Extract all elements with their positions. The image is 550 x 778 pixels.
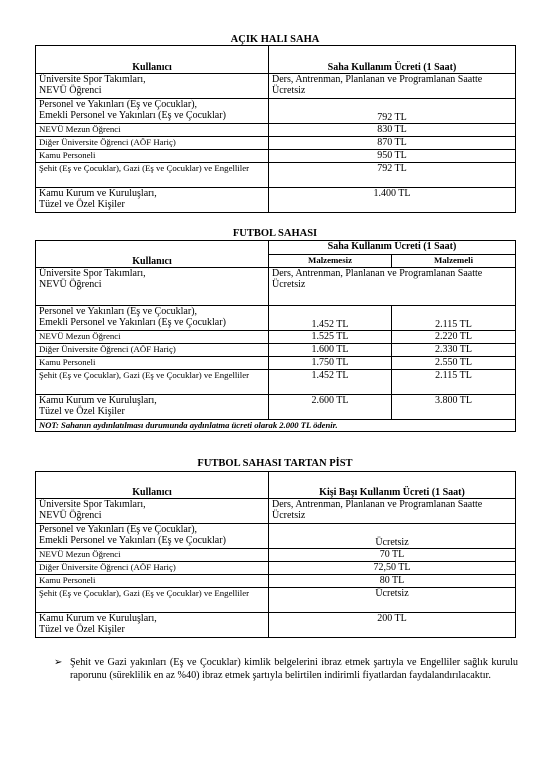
tartan-pist-table <box>35 471 516 638</box>
table-row <box>36 499 516 524</box>
user-cell: Personel ve Yakınları (Eş ve Çocuklar), Emekli Personel ve Yakınları (Eş ve Çocuklar) <box>36 306 269 331</box>
column-header-user: Kullanıcı <box>36 46 269 74</box>
user-cell: Kamu Kurum ve Kuruluşları, Tüzel ve Özel Kişiler <box>36 188 269 213</box>
column-header-user: Kullanıcı <box>36 472 269 499</box>
futbol-sahasi-table <box>35 240 516 432</box>
price-cell: 870 TL <box>269 137 516 150</box>
price-cell: 2.330 TL <box>392 344 516 357</box>
user-cell: Şehit (Eş ve Çocuklar), Gazi (Eş ve Çocuklar) ve Engelliler <box>36 370 269 395</box>
table-row <box>36 306 516 331</box>
user-cell: Şehit (Eş ve Çocuklar), Gazi (Eş ve Çocuklar) ve Engelliler <box>36 163 269 188</box>
price-cell: 80 TL <box>269 575 516 588</box>
column-header-without-equipment: Malzemesiz <box>269 255 392 268</box>
user-cell: Kamu Personeli <box>36 357 269 370</box>
price-cell: 2.550 TL <box>392 357 516 370</box>
column-header-user: Kullanıcı <box>36 241 269 268</box>
price-cell: 2.115 TL <box>392 370 516 395</box>
table-header-row <box>36 472 516 499</box>
table-row <box>36 150 516 163</box>
user-cell: NEVÜ Mezun Öğrenci <box>36 331 269 344</box>
user-cell: Personel ve Yakınları (Eş ve Çocuklar), Emekli Personel ve Yakınları (Eş ve Çocuklar) <box>36 99 269 124</box>
table-row <box>36 562 516 575</box>
price-cell: 70 TL <box>269 549 516 562</box>
table-header-row <box>36 241 516 255</box>
price-cell: 1.452 TL <box>269 306 392 331</box>
price-cell: 950 TL <box>269 150 516 163</box>
price-cell: Ders, Antrenman, Planlanan ve Programlanan Saatte Ücretsiz <box>269 74 516 99</box>
discount-note-text: Şehit ve Gazi yakınları (Eş ve Çocuklar) kimlik belgelerini ibraz etmek şartıyla ve Engelliler sağlık kurulu raporunu (süreklilik en az %40) ibraz etmek şartıyla belirtilen indirimli fiyatlardan faydalandırılacaktır. <box>70 657 518 681</box>
user-cell: Üniversite Spor Takımları, NEVÜ Öğrenci <box>36 74 269 99</box>
table-row <box>36 575 516 588</box>
user-cell: Kamu Personeli <box>36 150 269 163</box>
price-cell: 830 TL <box>269 124 516 137</box>
user-cell: Kamu Personeli <box>36 575 269 588</box>
column-header-fee: Saha Kullanım Ücreti (1 Saat) <box>269 46 516 74</box>
table-row <box>36 137 516 150</box>
column-header-with-equipment: Malzemeli <box>392 255 516 268</box>
price-cell: 200 TL <box>269 613 516 638</box>
column-header-fee: Saha Kullanım Ücreti (1 Saat) <box>269 241 516 255</box>
table-row <box>36 370 516 395</box>
price-cell: Ücretsiz <box>269 588 516 613</box>
price-cell: Ücretsiz <box>269 524 516 549</box>
table-row <box>36 163 516 188</box>
table-row <box>36 524 516 549</box>
table-row <box>36 549 516 562</box>
user-cell: Üniversite Spor Takımları, NEVÜ Öğrenci <box>36 499 269 524</box>
table-row <box>36 99 516 124</box>
user-cell: Diğer Üniversite Öğrenci (AÖF Hariç) <box>36 562 269 575</box>
section-title-futbol-sahasi: FUTBOL SAHASI <box>232 228 318 239</box>
discount-note <box>54 656 518 682</box>
price-cell: 1.400 TL <box>269 188 516 213</box>
user-cell: Kamu Kurum ve Kuruluşları, Tüzel ve Özel Kişiler <box>36 395 269 420</box>
arrow-bullet-icon: ➢ <box>54 657 63 668</box>
user-cell: Üniversite Spor Takımları, NEVÜ Öğrenci <box>36 268 269 306</box>
price-cell: 1.750 TL <box>269 357 392 370</box>
price-cell: 2.115 TL <box>392 306 516 331</box>
table-row <box>36 124 516 137</box>
table-row <box>36 331 516 344</box>
price-cell: Ders, Antrenman, Planlanan ve Programlanan Saatte Ücretsiz <box>269 499 516 524</box>
user-cell: NEVÜ Mezun Öğrenci <box>36 549 269 562</box>
price-cell: 2.220 TL <box>392 331 516 344</box>
table-row <box>36 344 516 357</box>
table-row <box>36 395 516 420</box>
table-header-row <box>36 46 516 74</box>
user-cell: Diğer Üniversite Öğrenci (AÖF Hariç) <box>36 344 269 357</box>
user-cell: NEVÜ Mezun Öğrenci <box>36 124 269 137</box>
price-cell: 1.452 TL <box>269 370 392 395</box>
price-cell: 792 TL <box>269 163 516 188</box>
table-row <box>36 74 516 99</box>
user-cell: Kamu Kurum ve Kuruluşları, Tüzel ve Özel Kişiler <box>36 613 269 638</box>
price-cell: 1.600 TL <box>269 344 392 357</box>
section-title-tartan-pist: FUTBOL SAHASI TARTAN PİST <box>197 458 353 469</box>
table-row <box>36 357 516 370</box>
user-cell: Şehit (Eş ve Çocuklar), Gazi (Eş ve Çocuklar) ve Engelliler <box>36 588 269 613</box>
note-row <box>36 420 516 432</box>
price-cell: 792 TL <box>269 99 516 124</box>
lighting-note: NOT: Sahanın aydınlatılması durumunda aydınlatma ücreti olarak 2.000 TL ödenir. <box>36 420 516 432</box>
user-cell: Personel ve Yakınları (Eş ve Çocuklar), Emekli Personel ve Yakınları (Eş ve Çocuklar) <box>36 524 269 549</box>
price-cell: Ders, Antrenman, Planlanan ve Programlanan Saatte Ücretsiz <box>269 268 516 306</box>
user-cell: Diğer Üniversite Öğrenci (AÖF Hariç) <box>36 137 269 150</box>
price-cell: 2.600 TL <box>269 395 392 420</box>
table-row <box>36 588 516 613</box>
price-cell: 1.525 TL <box>269 331 392 344</box>
table-row <box>36 613 516 638</box>
section-title-acik-hali-saha: AÇIK HALI SAHA <box>230 34 320 45</box>
column-header-fee: Kişi Başı Kullanım Ücreti (1 Saat) <box>269 472 516 499</box>
table-row <box>36 268 516 306</box>
table-row <box>36 188 516 213</box>
price-cell: 72,50 TL <box>269 562 516 575</box>
acik-hali-saha-table <box>35 45 516 213</box>
price-cell: 3.800 TL <box>392 395 516 420</box>
